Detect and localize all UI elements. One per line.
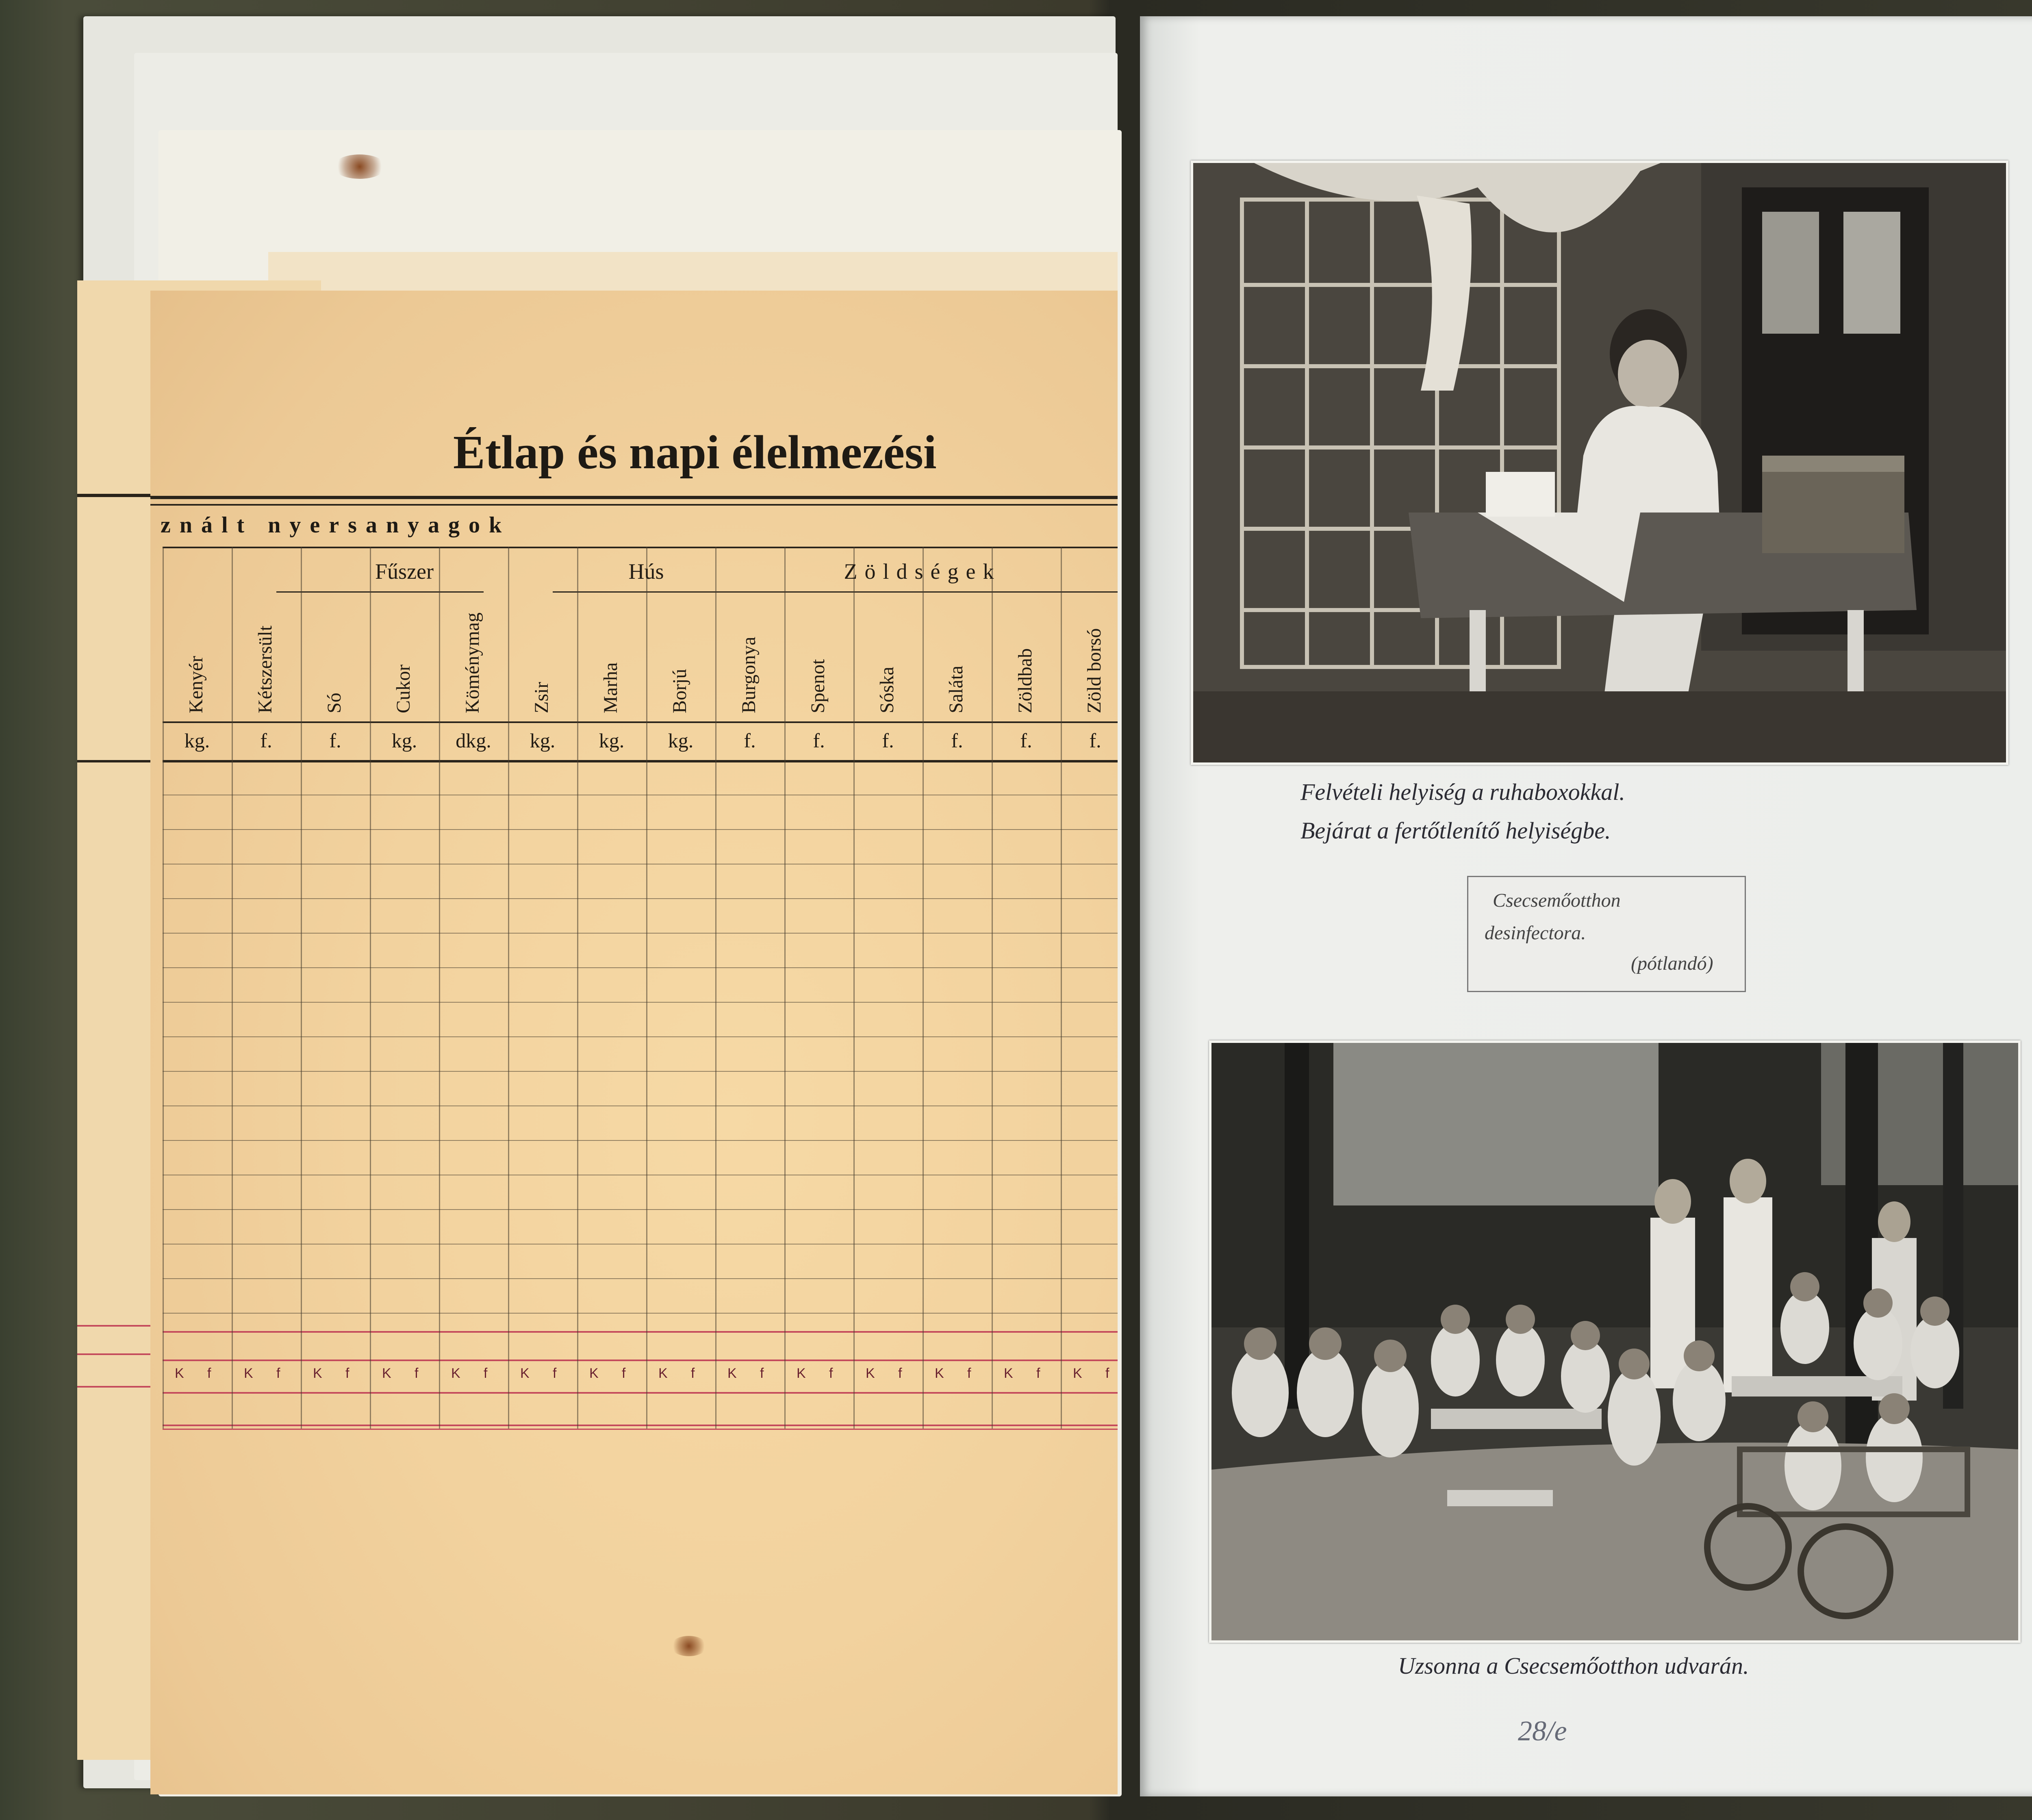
caption-top-line2: Bejárat a fertőtlenítő helyiségbe.: [1300, 817, 1611, 844]
note-line2: desinfectora.: [1485, 922, 1586, 944]
kf-mark: K: [589, 1366, 599, 1381]
column-unit: kg.: [391, 729, 417, 752]
grid-hline: [163, 898, 1118, 899]
kf-mark: f: [415, 1366, 419, 1381]
column-unit: f.: [329, 729, 341, 752]
kf-mark: f: [760, 1366, 764, 1381]
column-unit: f.: [260, 729, 272, 752]
kf-mark: K: [658, 1366, 668, 1381]
grid-vline: [577, 547, 578, 1429]
grid-vline: [508, 547, 509, 1429]
column-unit: f.: [951, 729, 963, 752]
column-header: Kétszersült: [254, 625, 276, 713]
kf-mark: K: [797, 1366, 806, 1381]
column-group-label: Hús: [628, 559, 664, 584]
kf-mark: K: [382, 1366, 391, 1381]
kf-mark: K: [244, 1366, 253, 1381]
column-header: Zöld borsó: [1083, 628, 1105, 713]
kf-mark: K: [451, 1366, 460, 1381]
kf-mark: K: [866, 1366, 875, 1381]
column-unit: kg.: [184, 729, 210, 752]
kf-mark: f: [829, 1366, 833, 1381]
kf-mark: f: [484, 1366, 488, 1381]
photo-children-snack-yard: [1209, 1040, 2021, 1643]
column-header: Sóska: [876, 667, 898, 713]
kf-mark: f: [622, 1366, 626, 1381]
grid-hline: [163, 1278, 1118, 1279]
column-header: Borjú: [669, 669, 690, 713]
grid-vline: [301, 547, 302, 1429]
grid-hline: [163, 933, 1118, 934]
grid-vline: [923, 547, 924, 1429]
column-unit: f.: [813, 729, 825, 752]
kf-mark: K: [727, 1366, 737, 1381]
kf-mark: K: [520, 1366, 530, 1381]
column-header: Zöldbab: [1014, 648, 1036, 713]
column-header: Cukor: [393, 665, 414, 713]
kf-mark: f: [967, 1366, 971, 1381]
stain-mark: [671, 1636, 707, 1656]
caption-top-line1: Felvételi helyiség a ruhaboxokkal.: [1300, 779, 1625, 805]
grid-vline: [370, 547, 371, 1429]
kf-mark: K: [1073, 1366, 1082, 1381]
photo-reception-room: [1191, 161, 2008, 765]
column-unit: dkg.: [456, 729, 491, 752]
column-group-label: Zöldségek: [844, 559, 1001, 584]
column-header: Kenyér: [185, 656, 207, 713]
pencil-note-box: [1467, 876, 1746, 992]
grid-hline: [163, 1002, 1118, 1003]
note-line3: (pótlandó): [1631, 953, 1713, 974]
column-unit: kg.: [599, 729, 625, 752]
column-header: Köménymag: [462, 612, 483, 713]
column-unit: f.: [744, 729, 756, 752]
column-header: Spenot: [807, 659, 829, 713]
kf-mark: f: [1105, 1366, 1109, 1381]
grid-vline: [1061, 547, 1062, 1429]
grid-vline: [784, 547, 786, 1429]
grid-hline: [163, 1140, 1118, 1141]
column-unit: f.: [1020, 729, 1032, 752]
photo-reception-room-image: [1193, 163, 2006, 762]
kf-mark: f: [345, 1366, 350, 1381]
grid-hline: [163, 1209, 1118, 1210]
grid-vline: [163, 547, 164, 1429]
kf-mark: f: [276, 1366, 280, 1381]
column-header: Saláta: [945, 665, 967, 713]
photo-children-snack-yard-image: [1211, 1043, 2018, 1640]
grid-hline: [163, 1036, 1118, 1037]
column-header: Burgonya: [738, 636, 760, 713]
page-number: 28/e: [1518, 1716, 1567, 1747]
grid-hline: [163, 1071, 1118, 1072]
kf-mark: f: [1036, 1366, 1040, 1381]
grid-hline: [163, 967, 1118, 968]
form-title: Étlap és napi élelmezési: [453, 426, 937, 479]
grid-vline: [646, 547, 647, 1429]
form-subtitle: znált nyersanyagok: [161, 513, 511, 538]
column-header: Marha: [600, 662, 621, 713]
kf-mark: K: [313, 1366, 322, 1381]
column-header: Só: [323, 693, 345, 713]
caption-bottom: Uzsonna a Csecsemőotthon udvarán.: [1398, 1653, 1749, 1679]
column-unit: f.: [1089, 729, 1101, 752]
grid-vline: [853, 547, 855, 1429]
kf-mark: K: [935, 1366, 944, 1381]
kf-mark: f: [207, 1366, 211, 1381]
column-unit: kg.: [530, 729, 556, 752]
column-group-label: Fűszer: [375, 559, 434, 584]
kf-mark: f: [553, 1366, 557, 1381]
note-line1: Csecsemőotthon: [1493, 890, 1621, 911]
grid-vline: [715, 547, 716, 1429]
grid-hline: [163, 1105, 1118, 1106]
grid-vline: [992, 547, 993, 1429]
grid-hline: [163, 829, 1118, 830]
stain-mark: [333, 154, 386, 179]
column-header: Zsir: [531, 682, 552, 713]
grid-hline: [163, 1313, 1118, 1314]
kf-mark: f: [898, 1366, 902, 1381]
kf-mark: K: [175, 1366, 184, 1381]
grid-vline: [232, 547, 233, 1429]
kf-mark: f: [691, 1366, 695, 1381]
column-unit: f.: [882, 729, 894, 752]
column-unit: kg.: [668, 729, 694, 752]
grid-vline: [439, 547, 440, 1429]
kf-mark: K: [1004, 1366, 1013, 1381]
